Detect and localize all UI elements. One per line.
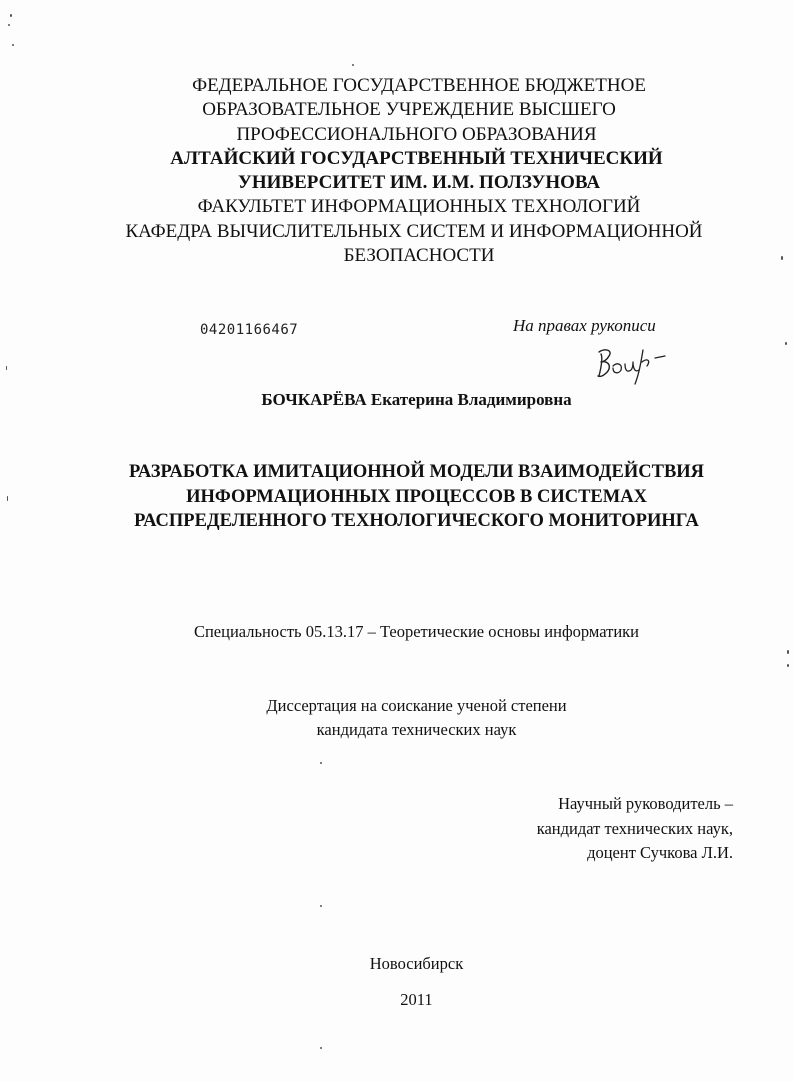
title-line-1: РАЗРАБОТКА ИМИТАЦИОННОЙ МОДЕЛИ ВЗАИМОДЕЙСТВИЯ [128, 462, 705, 482]
scan-speck [8, 24, 10, 26]
scan-speck [785, 342, 787, 345]
institution-header [0, 74, 793, 268]
supervisor-line-2: кандидат технических наук, [536, 818, 733, 838]
handwritten-signature [595, 340, 670, 388]
specialty: Специальность 05.13.17 – Теоретические основы информатики [193, 622, 640, 641]
department-line-2: БЕЗОПАСНОСТИ [343, 245, 495, 267]
header-line-1: ФЕДЕРАЛЬНОЕ ГОСУДАРСТВЕННОЕ БЮДЖЕТНОЕ [192, 75, 646, 96]
header-line-2: ОБРАЗОВАТЕЛЬНОЕ УЧРЕЖДЕНИЕ ВЫСШЕГО [202, 99, 616, 121]
scan-speck [6, 366, 7, 370]
scan-speck [781, 256, 783, 260]
registration-number: 04201166467 [200, 322, 299, 338]
supervisor-block [537, 792, 733, 866]
rights-note: На правах рукописи [513, 316, 656, 335]
author-name: БОЧКАРЁВА Екатерина Владимировна [261, 390, 572, 409]
title-line-3: РАСПРЕДЕЛЕННОГО ТЕХНОЛОГИЧЕСКОГО МОНИТОРИНГА [134, 511, 699, 531]
scan-speck [787, 664, 789, 667]
scan-speck [320, 1047, 322, 1049]
scan-speck [12, 44, 14, 46]
dissertation-title [0, 460, 793, 534]
scan-speck [10, 14, 12, 17]
scan-speck [352, 64, 354, 66]
header-line-3: ПРОФЕССИОНАЛЬНОГО ОБРАЗОВАНИЯ [236, 123, 597, 145]
scan-speck [320, 905, 322, 907]
faculty-line: ФАКУЛЬТЕТ ИНФОРМАЦИОННЫХ ТЕХНОЛОГИЙ [197, 196, 641, 218]
city: Новосибирск [369, 954, 464, 973]
supervisor-line-1: Научный руководитель – [558, 794, 733, 813]
year: 2011 [400, 990, 433, 1009]
university-name-line-2: УНИВЕРСИТЕТ ИМ. И.М. ПОЛЗУНОВА [237, 172, 601, 194]
scan-speck [7, 496, 8, 501]
scan-speck [787, 650, 789, 654]
department-line-1: КАФЕДРА ВЫЧИСЛИТЕЛЬНЫХ СИСТЕМ И ИНФОРМАЦИОННОЙ [125, 220, 703, 242]
degree-line-1: Диссертация на соискание ученой степени [266, 696, 567, 715]
university-name-line-1: АЛТАЙСКИЙ ГОСУДАРСТВЕННЫЙ ТЕХНИЧЕСКИЙ [170, 147, 663, 169]
supervisor-line-3: доцент Сучкова Л.И. [587, 843, 733, 862]
scan-speck [320, 762, 322, 764]
degree-line-2: кандидата технических наук [316, 719, 517, 739]
title-line-2: ИНФОРМАЦИОННЫХ ПРОЦЕССОВ В СИСТЕМАХ [186, 486, 647, 507]
degree-statement [0, 694, 793, 741]
